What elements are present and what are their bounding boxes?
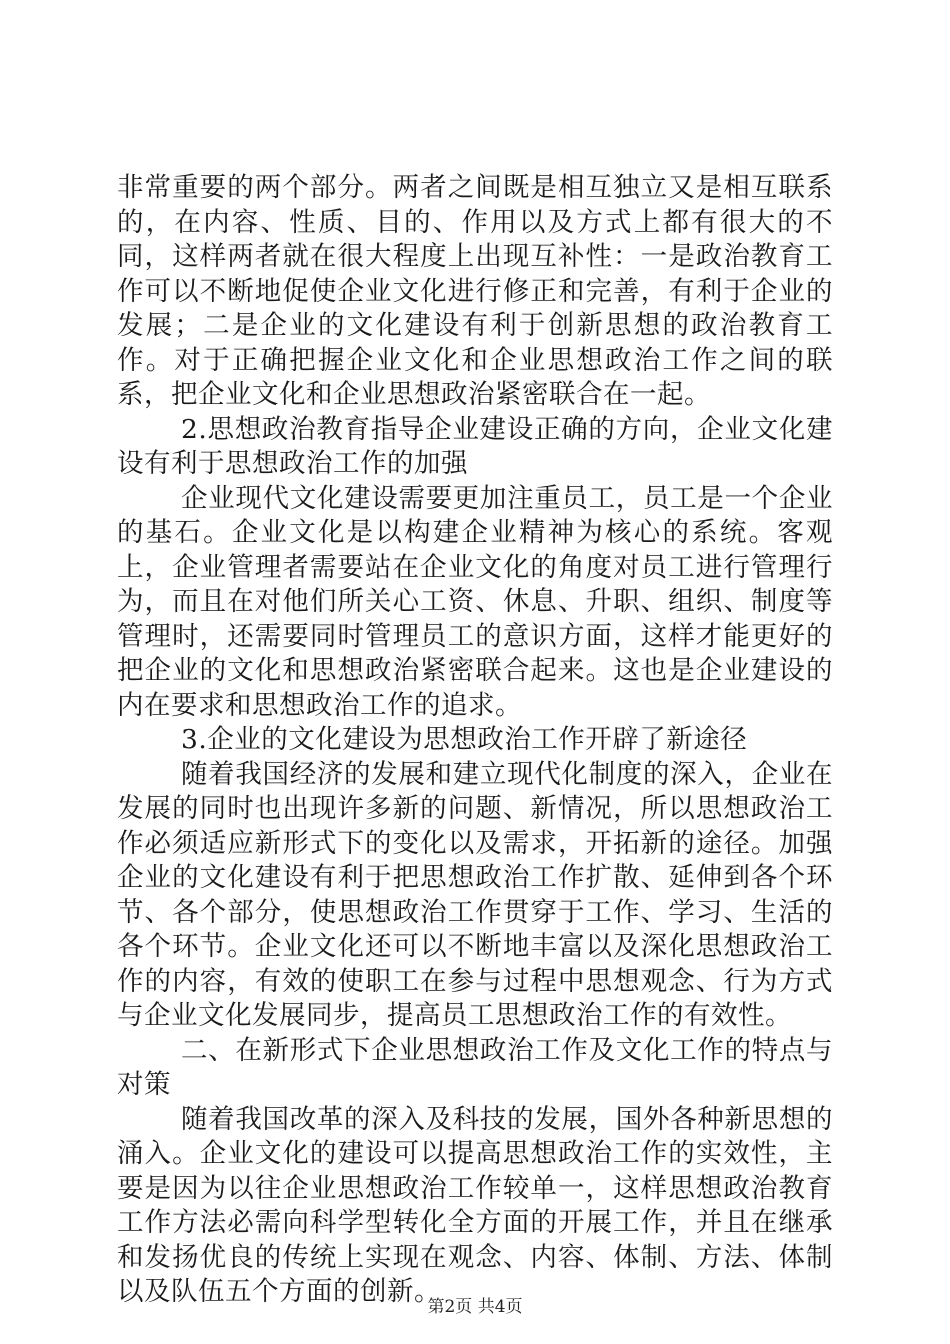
paragraph-reform: 随着我国改革的深入及科技的发展，国外各种新思想的涌入。企业文化的建设可以提高思想政治工作的实效性，主要是因为以往企业思想政治工作较单一，这样思想政治教育工作方法必需向科学型转化全方面的开展工作，并且在继承和发扬优良的传统上实现在观念、内容、体制、方法、体制以及队伍五个方面的创新。	[117, 1103, 833, 1307]
page-number-footer: 第2页 共4页	[427, 1297, 523, 1317]
paragraph-new-approaches: 随着我国经济的发展和建立现代化制度的深入，企业在发展的同时也出现许多新的问题、新情况，所以思想政治工作必须适应新形式下的变化以及需求，开拓新的途径。加强企业的文化建设有利于把思想政治工作扩散、延伸到各个环节、各个部分，使思想政治工作贯穿于工作、学习、生活的各个环节。企业文化还可以不断地丰富以及深化思想政治工作的内容，有效的使职工在参与过程中思想观念、行为方式与企业文化发展同步，提高员工思想政治工作的有效性。	[117, 758, 833, 1031]
paragraph-continuation: 非常重要的两个部分。两者之间既是相互独立又是相互联系的，在内容、性质、目的、作用以及方式上都有很大的不同，这样两者就在很大程度上出现互补性：一是政治教育工作可以不断地促使企业文化进行修正和完善，有利于企业的发展；二是企业的文化建设有利于创新思想的政治教育工作。对于正确把握企业文化和企业思想政治工作之间的联系，把企业文化和企业思想政治紧密联合在一起。	[117, 172, 833, 410]
paragraph-employees: 企业现代文化建设需要更加注重员工，员工是一个企业的基石。企业文化是以构建企业精神为核心的系统。客观上，企业管理者需要站在企业文化的角度对员工进行管理行为，而且在对他们所关心工资、休息、升职、组织、制度等管理时，还需要同时管理员工的意识方面，这样才能更好的把企业的文化和思想政治紧密联合起来。这也是企业建设的内在要求和思想政治工作的追求。	[117, 482, 833, 721]
section-heading-3: 3.企业的文化建设为思想政治工作开辟了新途径	[181, 724, 748, 755]
section-heading-part-two: 二、在新形式下企业思想政治工作及文化工作的特点与对策	[117, 1034, 833, 1100]
document-body	[117, 171, 833, 1310]
section-heading-2: 2.思想政治教育指导企业建设正确的方向，企业文化建设有利于思想政治工作的加强	[117, 413, 833, 479]
